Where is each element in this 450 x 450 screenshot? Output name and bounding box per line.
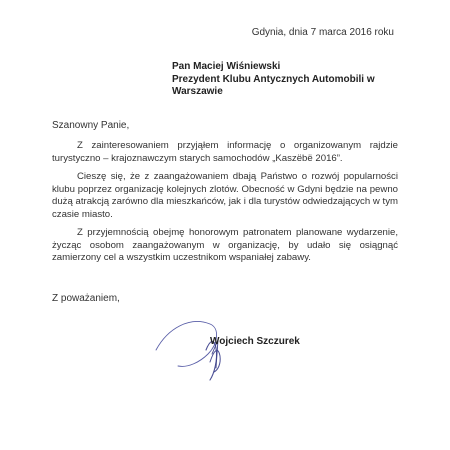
signer-name: Wojciech Szczurek (210, 336, 300, 347)
paragraph-1: Z zainteresowaniem przyjąłem informację o organizowanym rajdzie turystyczno – krajoznawczym starych samochodów „Kaszëbë 2016”. (52, 140, 398, 164)
salutation: Szanowny Panie, (52, 120, 130, 131)
recipient-city: Warszawie (172, 86, 223, 97)
recipient-title: Prezydent Klubu Antycznych Automobili w (172, 73, 375, 85)
paragraph-2: Cieszę się, że z zaangażowaniem dbają Państwo o rozwój popularności klubu poprzez organizację kolejnych zlotów. Obecność w Gdyni będzie na pewno dużą atrakcją zarówno dla mieszkańców, jak i dla turystów odwiedzających w tym czasie miasto. (52, 171, 398, 220)
recipient-name: Pan Maciej Wiśniewski (172, 61, 281, 72)
paragraph-3: Z przyjemnością obejmę honorowym patronatem planowane wydarzenie, życząc osobom zaangażowanym w organizację, by udało się osiągnąć zamierzony cel a wszystkim uczestnikom wspaniałej zabawy. (52, 227, 398, 263)
closing: Z poważaniem, (52, 293, 120, 304)
letter-body (52, 140, 398, 271)
date-line: Gdynia, dnia 7 marca 2016 roku (251, 27, 394, 38)
recipient-block (172, 61, 375, 99)
